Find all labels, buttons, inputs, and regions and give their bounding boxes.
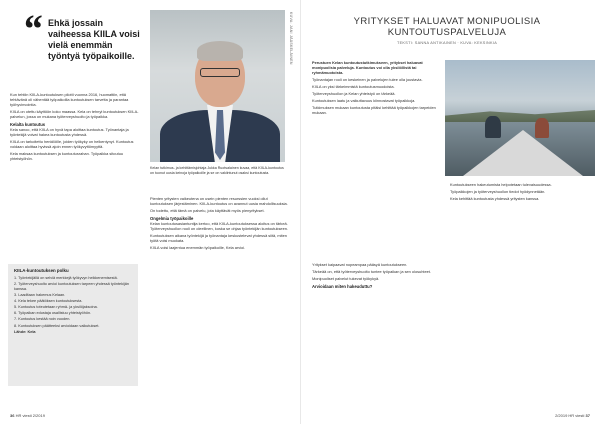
body-paragraph: Kuntoutukseen hakeutumista helpotetaan tulevaisuudessa. (450, 182, 552, 187)
body-paragraph: Pienten yritysten vaikeutena on usein pienten resurssien vuoksi ollut kuntoutuksen järjestäminen. KIILA-kuntoutus on avannut uusia mahdollisuuksia. (150, 196, 288, 206)
list-item: 4. Kela tekee päätöksen kuntoutuksesta. (14, 299, 83, 304)
article-byline: TEKSTI: SANNA ANTIKAINEN · KUVA: KEKSINKIA (396, 41, 498, 45)
intro-paragraph: KIILA on otettu käyttöön koko maassa. Kela on tehnyt kuntoutuksen KIILA-palvelun, jossa on mukana työterveyshuolto ja työpaikka. (10, 109, 139, 119)
body-paragraph: Kela maksaa kuntoutuksen ja kuntoutusrahan. Työpaikka sitoutuu yhteistyöhön. (10, 151, 124, 161)
body-paragraph: Työnantajan rooli on keskeinen ja palvelujen tulee olla joustavia. (312, 77, 423, 82)
lead-paragraph: Perustuen Kelan kuntoutustutkimukseen, yritykset haluavat monipuolisia palveluja. Kuntoutus voi olla yksilöllistä tai ryhmämuotoista. (312, 60, 423, 75)
list-item: 3. Laaditaan hakemus Kelaan. (14, 293, 66, 298)
intro-paragraph: Kun tehtiin KIILA-kuntoutuksen pilotti vuonna 2016, huomattiin, että tehtävänä oli vähentää työpaikoilla kuntoutuksen tarvetta ja parantaa työhyvinvointia. (10, 92, 129, 107)
body-paragraph: Työterveyshuollon ja Kelan yhteistyö on tärkeää. (312, 91, 396, 96)
photo-credit: KUVA: JANI JÄÄSKELÄINEN (289, 12, 293, 65)
boat-photo (445, 60, 595, 176)
page-number: 36 (10, 413, 15, 418)
body-paragraph: On todettu, että tämä on palvelu, jota käyttävät myös pienyritykset. (150, 208, 265, 213)
quote-mark-icon: “ (22, 6, 42, 51)
pull-quote: Ehkä jossain vaiheessa KIILA voisi vielä enemmän työntyä työpaikoille. (48, 18, 140, 61)
body-paragraph: Tutkimuksen mukaan kuntoutusta pitäisi kehittää työpaikkojen tarpeiden mukaan. (312, 105, 436, 115)
right-column-2 (312, 262, 442, 289)
right-column-3 (450, 182, 590, 201)
list-item: 8. Kuntoutuksen päätteeksi arvioidaan vaikutukset. (14, 323, 100, 328)
photo-glasses (200, 68, 240, 77)
photo-person (535, 118, 549, 138)
photo-caption: Kelan tutkimus- ja kehittämisjohtaja Jukka Ruotsalainen kuvaa, että KIILA-kuntoutus on tuonut uusia keinoja työpaikoille ja se on vakiintunut osaksi kuntoutusta. (150, 166, 284, 175)
portrait-photo (150, 10, 285, 162)
box-list (14, 276, 132, 335)
left-footer (10, 413, 45, 418)
body-paragraph: Monipuoliset palvelut tukevat työkykyä. (312, 276, 380, 281)
photo-hair (197, 41, 243, 61)
body-paragraph: Tärkeää on, että työterveyshuolto tuntee työpaikan ja sen olosuhteet. (312, 269, 431, 274)
publication-name: HR viesti 2/2019 (15, 413, 45, 418)
photo-person (485, 116, 501, 138)
section-heading: Kelalta kuntoutus (10, 122, 46, 127)
body-paragraph: KIILA on yksi tärkeimmistä kuntoutusmuodoista. (312, 84, 395, 89)
list-item: 7. Kuntoutus kestää noin vuoden. (14, 317, 71, 322)
body-paragraph: KIILA on tarkoitettu henkilöille, joiden työkyky on heikentynyt. Kuntoutus voidaan aloittaa hyvissä ajoin ennen työkyvyttömyyttä. (10, 139, 134, 149)
body-paragraph: Kuntoutuksen aikana työntekijä ja työnantaja keskustelevat yhdessä siitä, miten työtä voisi muokata. (150, 233, 287, 243)
box-title: KIILA-kuntoutuksen polku (14, 268, 69, 273)
section-heading: Arvioidaan miten hakeuduttu? (312, 284, 373, 289)
right-footer (555, 413, 590, 418)
list-item: 6. Työpaikan edustaja osallistuu yhteistyöhön. (14, 311, 92, 316)
body-paragraph: Kela sanoo, että KIILA on hyvä tapa aloittaa kuntoutus. Työnantaja ja työntekijä voivat hakea kuntoutusta yhdessä. (10, 127, 129, 137)
list-item: 1. Työntekijällä on selviä merkkejä työkyvyn heikkenemisestä. (14, 276, 118, 280)
section-heading: Ongelmia työpaikoille (150, 216, 194, 221)
right-column-1 (312, 60, 440, 115)
body-paragraph: Yritykset kaipaavat nopeampaa pääsyä kuntoutukseen. (312, 262, 408, 267)
body-paragraph: Kelan kuntoutusasiantuntija kertoo, että KIILA-kuntoutuksessa aloitus on tärkeä. Työterveyshuollon rooli on oleellinen, koska se ohjaa työntekijän kuntoutukseen. (150, 221, 288, 231)
source-line: Lähde: Kela (14, 329, 36, 334)
left-column-2 (150, 196, 288, 250)
left-column-1 (10, 92, 142, 161)
list-item: 5. Kuntoutus toteutetaan ryhmä- ja yksilöjaksoina. (14, 305, 98, 310)
body-paragraph: Työpaikkojen ja työterveyshuollon tiedot hyödynnetään. (450, 189, 546, 194)
body-paragraph: Kuntoutuksen laatu ja vaikuttavuus kiinnostavat työpaikkoja. (312, 98, 416, 103)
page-number: 37 (585, 413, 590, 418)
list-item: 2. Työterveyshuolto arvioi kuntoutuksen tarpeen yhdessä työntekijän kanssa. (14, 282, 129, 291)
article-title: YRITYKSET HALUAVAT MONIPUOLISIA KUNTOUTUSPALVELUJA (353, 16, 541, 38)
body-paragraph: Kela kehittää kuntoutusta yhdessä yritysten kanssa. (450, 196, 540, 201)
body-paragraph: KIILA voisi laajentua enemmän työpaikoille, Kela arvioi. (150, 245, 246, 250)
sidebar-box (8, 264, 138, 386)
publication-name: 2/2019 HR viesti (555, 413, 585, 418)
